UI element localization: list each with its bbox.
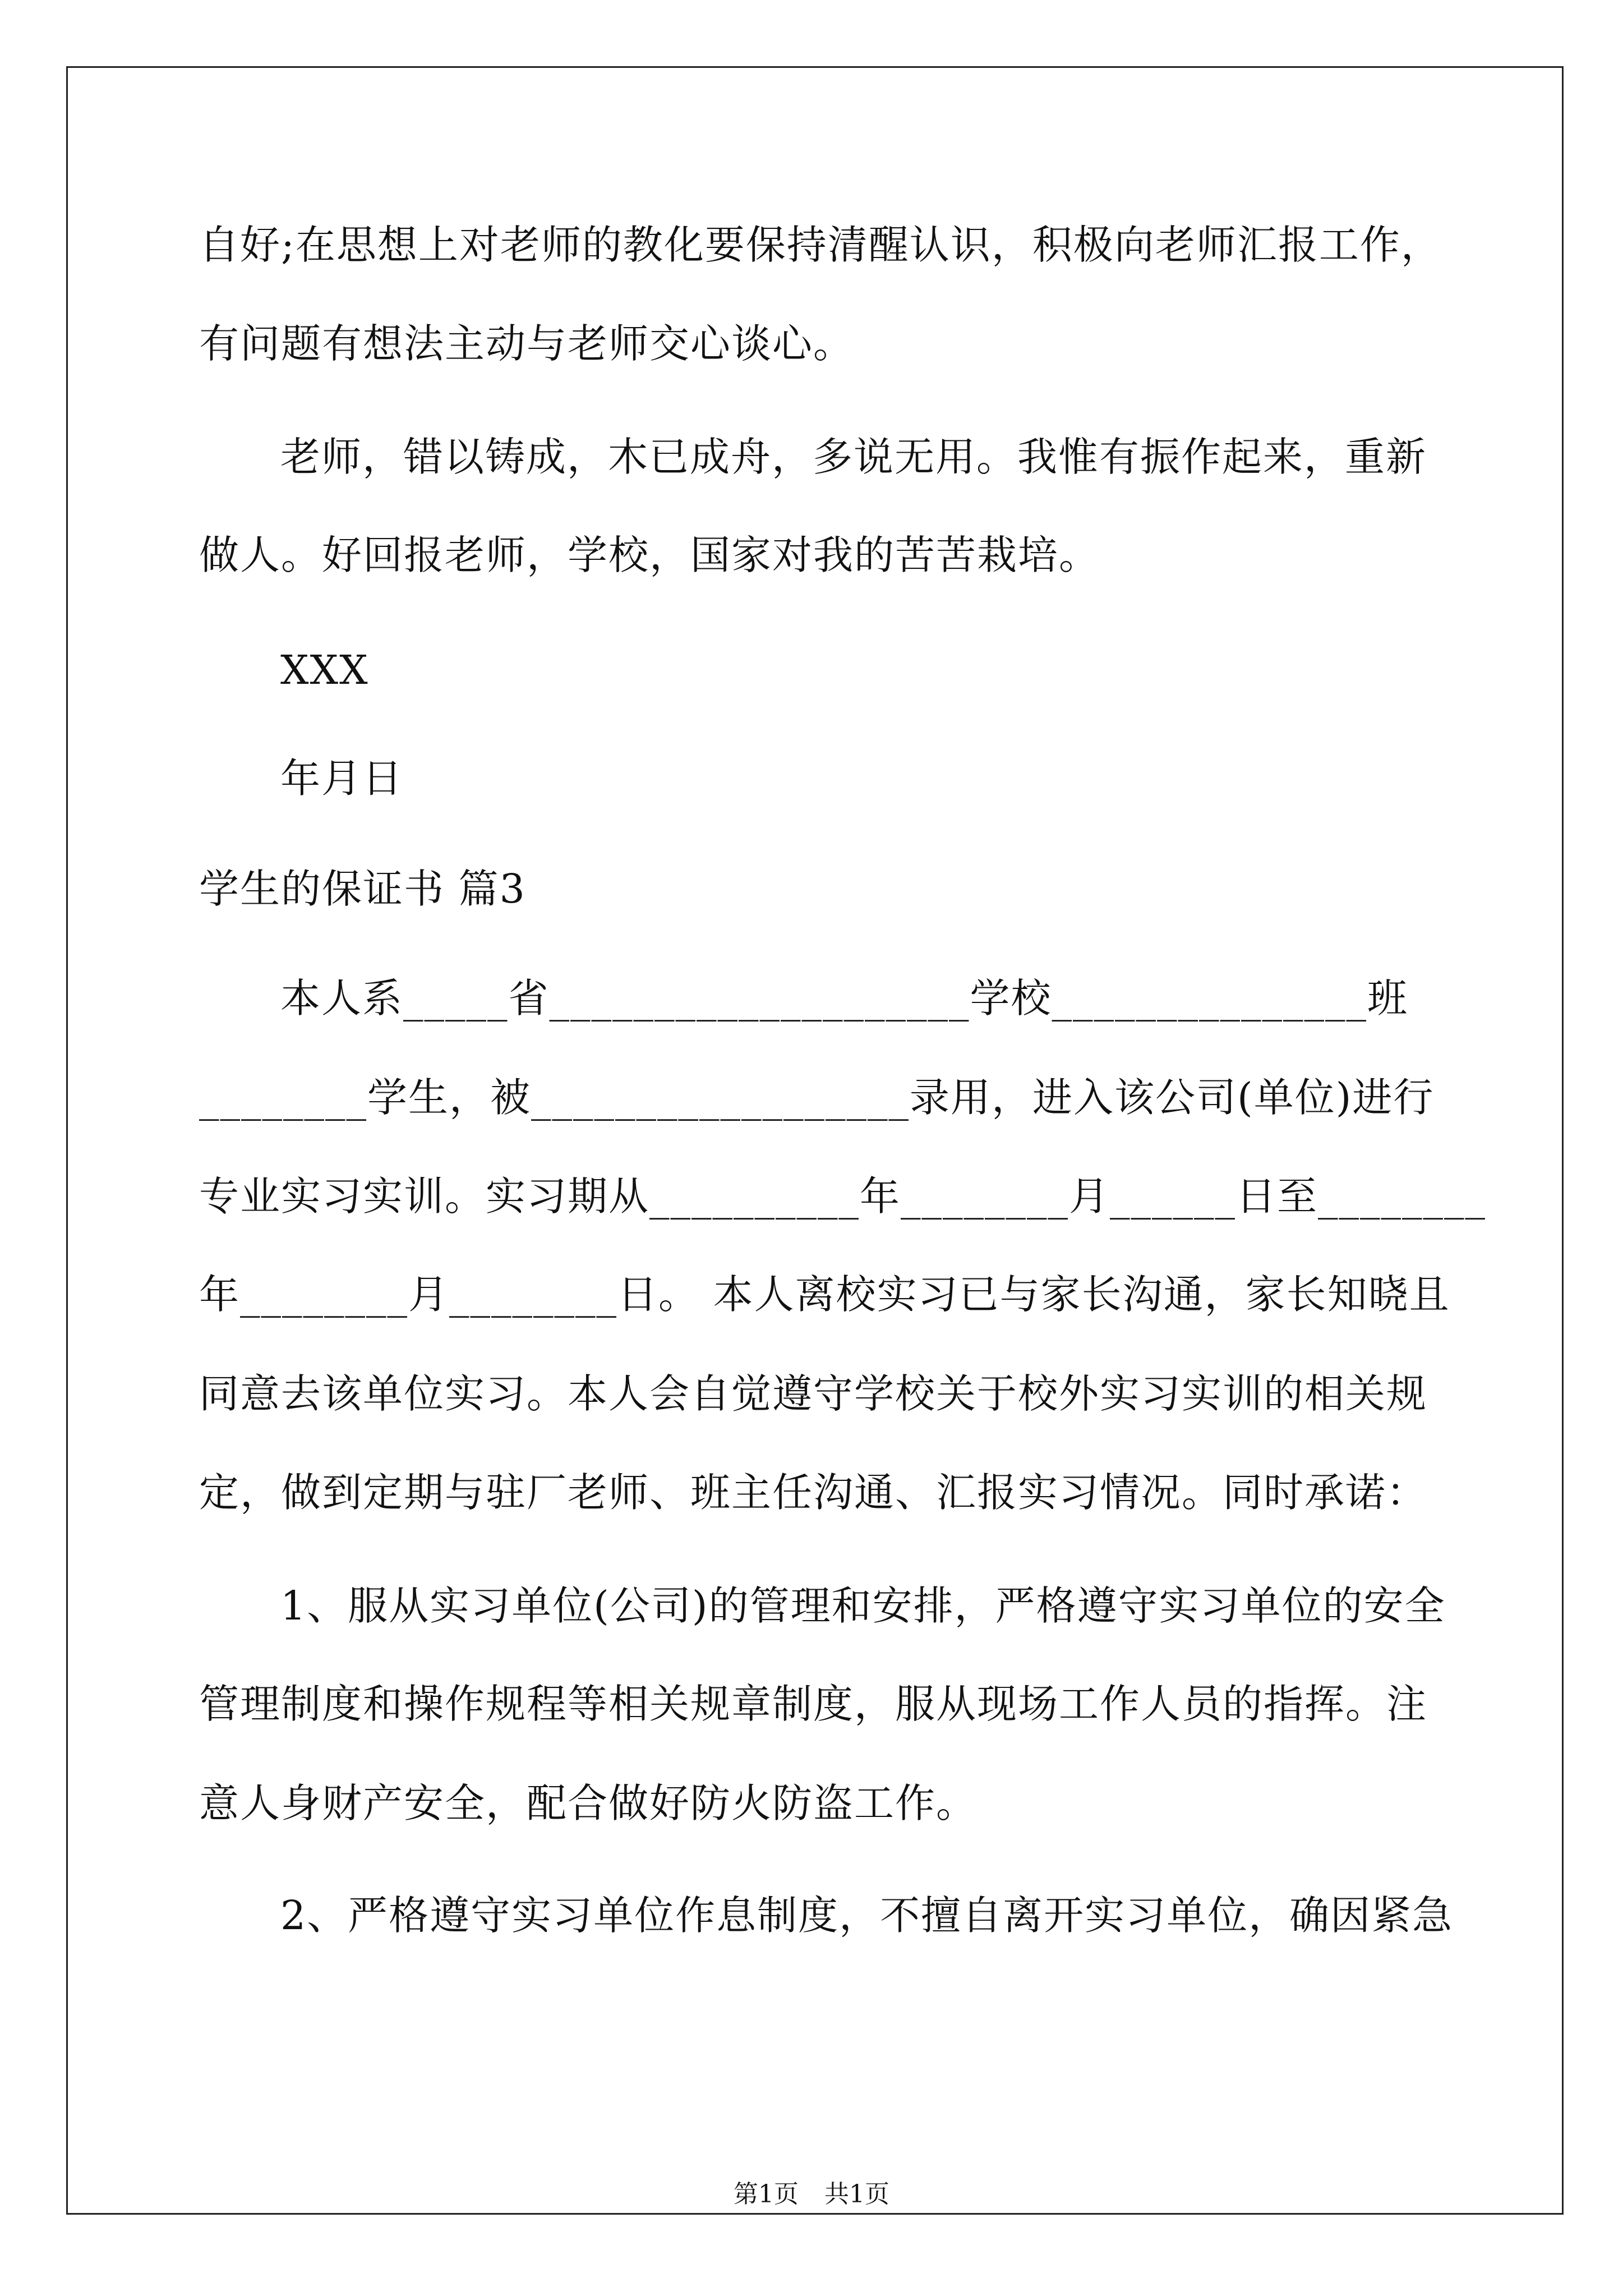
text-line: 1、服从实习单位(公司)的管理和安排，严格遵守实习单位的安全: [280, 1582, 1446, 1629]
text-line: 定，做到定期与驻厂老师、班主任沟通、汇报实习情况。同时承诺：: [199, 1469, 1428, 1516]
text-line: 2、严格遵守实习单位作息制度，不擅自离开实习单位，确因紧急: [280, 1892, 1454, 1939]
page-footer: [0, 2174, 1623, 2210]
page-total: 共1页: [824, 2180, 889, 2208]
page-number: 第1页: [734, 2180, 799, 2208]
text-line: 年________月________日。 本人离校实习已与家长沟通，家长知晓且: [199, 1271, 1450, 1318]
text-line: 专业实习实训。实习期从__________年________月______日至________: [199, 1173, 1487, 1220]
text-line: 有问题有想法主动与老师交心谈心。: [199, 320, 855, 367]
text-line: 做人。好回报老师，学校，国家对我的苦苦栽培。: [199, 532, 1100, 578]
signature-date: 年月日: [280, 755, 404, 802]
text-line: 自好;在思想上对老师的教化要保持清醒认识，积极向老师汇报工作，: [199, 222, 1442, 268]
text-line: 管理制度和操作规程等相关规章制度，服从现场工作人员的指挥。注: [199, 1681, 1428, 1727]
text-line: 同意去该单位实习。本人会自觉遵守学校关于校外实习实训的相关规: [199, 1370, 1428, 1417]
text-line: 老师，错以铸成，木已成舟，多说无用。我惟有振作起来，重新: [280, 434, 1427, 480]
section-heading: 学生的保证书 篇3: [199, 866, 526, 912]
text-line: 意人身财产安全，配合做好防火防盗工作。: [199, 1780, 978, 1826]
signature-name: XXX: [280, 647, 369, 693]
text-line: 本人系_____省____________________学校_______________班: [280, 975, 1409, 1022]
text-line: ________学生，被__________________录用，进入该公司(单位)进行: [199, 1074, 1435, 1121]
